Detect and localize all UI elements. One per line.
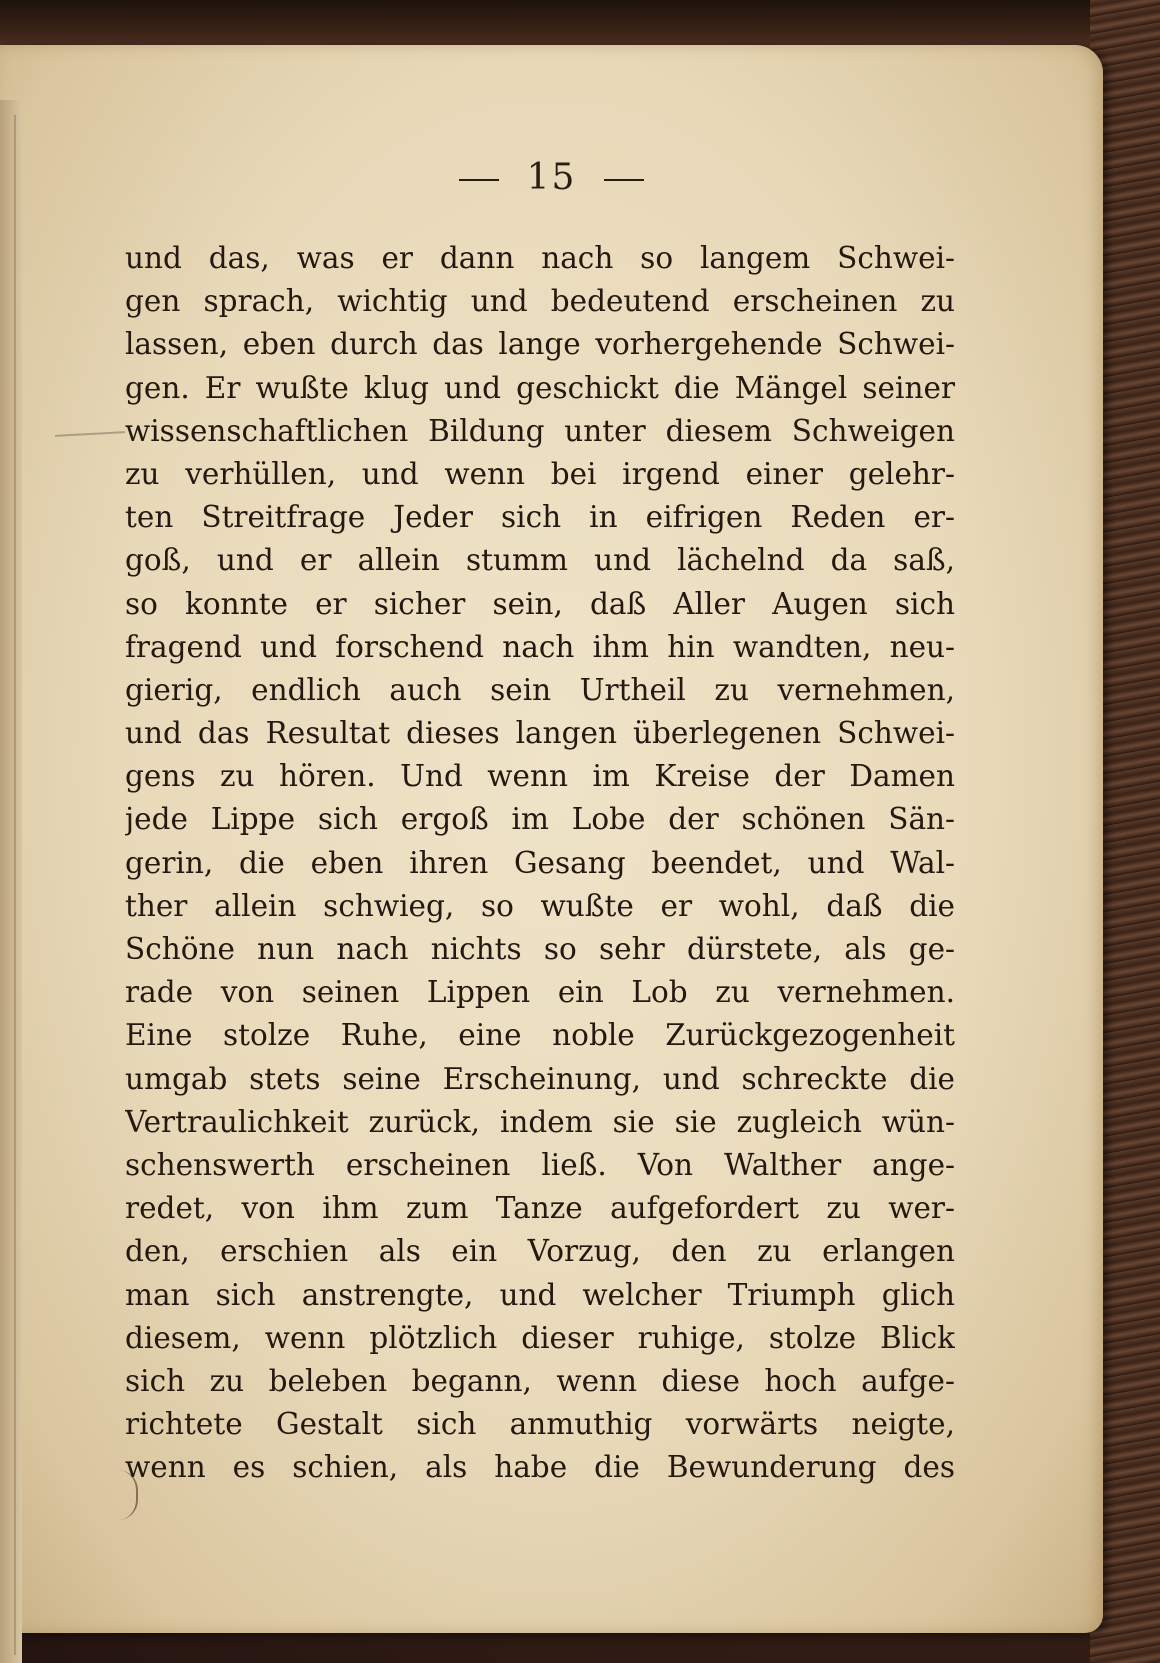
text-line: gen. Er wußte klug und geschickt die Mängel seiner [125,370,955,405]
text-line: schenswerth erscheinen ließ. Von Walther ange- [125,1147,955,1182]
text-line: redet, von ihm zum Tanze aufgefordert zu wer- [125,1191,955,1226]
header-dash-left [459,179,499,181]
text-line: und das Resultat dieses langen überlegenen Schwei- [125,716,955,751]
text-line: jede Lippe sich ergoß im Lobe der schönen Sän- [125,802,955,837]
page-header [0,157,1103,198]
text-line: gerin, die eben ihren Gesang beendet, und Wal- [125,845,955,880]
text-line: gierig, endlich auch sein Urtheil zu vernehmen, [125,672,955,707]
text-line: richtete Gestalt sich anmuthig vorwärts neigte, [125,1407,955,1442]
text-line: und das, was er dann nach so langem Schwei- [125,241,955,275]
text-line: wenn es schien, als habe die Bewunderung des [125,1450,955,1485]
gutter-line [14,115,16,1655]
text-line: fragend und forschend nach ihm hin wandten, neu- [125,629,955,664]
text-line: lassen, eben durch das lange vorhergehende Schwei- [125,327,955,362]
text-line: wissenschaftlichen Bildung unter diesem Schweigen [125,413,955,448]
text-line: diesem, wenn plötzlich dieser ruhige, stolze Blick [125,1320,955,1355]
text-line: goß, und er allein stumm und lächelnd da saß, [125,543,955,578]
body-text [125,237,955,1489]
text-line: rade von seinen Lippen ein Lob zu vernehmen. [125,975,955,1010]
text-line: Schöne nun nach nichts so sehr dürstete, als ge- [125,932,955,966]
text-line: ther allein schwieg, so wußte er wohl, daß die [125,888,955,923]
text-line: zu verhüllen, und wenn bei irgend einer gelehr- [125,456,955,491]
book-page [0,45,1103,1633]
text-line: so konnte er sicher sein, daß Aller Augen sich [125,586,955,621]
header-dash-right [604,179,644,181]
text-line: umgab stets seine Erscheinung, und schreckte die [125,1061,955,1096]
page-number: 15 [526,157,577,198]
text-line: gen sprach, wichtig und bedeutend erscheinen zu [125,284,955,319]
page-left-edge [0,100,22,1663]
text-line: gens zu hören. Und wenn im Kreise der Damen [125,759,955,794]
text-line: man sich anstrengte, und welcher Triumph glich [125,1277,955,1312]
text-line: Eine stolze Ruhe, eine noble Zurückgezogenheit [125,1018,955,1053]
text-line: Vertraulichkeit zurück, indem sie sie zugleich wün- [125,1104,955,1139]
pencil-mark [55,431,125,437]
text-line: den, erschien als ein Vorzug, den zu erlangen [125,1234,955,1269]
text-line: ten Streitfrage Jeder sich in eifrigen Reden er- [125,500,955,535]
text-line: sich zu beleben begann, wenn diese hoch aufge- [125,1363,955,1398]
